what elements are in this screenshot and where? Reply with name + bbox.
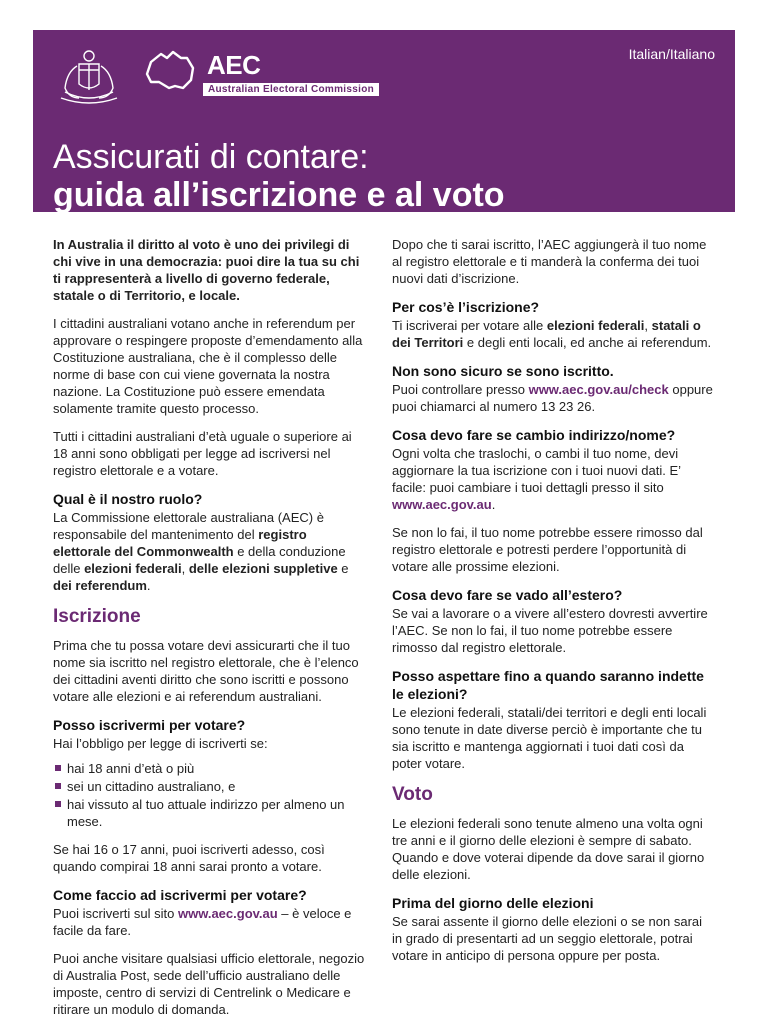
aec-logo-text: AEC xyxy=(207,50,261,80)
list-item: hai vissuto al tuo attuale indirizzo per almeno un mese. xyxy=(53,796,365,830)
heading-change-address: Cosa devo fare se cambio indirizzo/nome? xyxy=(392,427,676,443)
right-column xyxy=(392,236,714,975)
language-label: Italian/Italiano xyxy=(628,46,715,62)
paragraph-confirmation: Dopo che ti sarai iscritto, l’AEC aggiungerà il tuo nome al registro elettorale e ti manderà la conferma dei tuoi nuovi dati d’iscrizione. xyxy=(392,237,707,286)
paragraph-removed: Se non lo fai, il tuo nome potrebbe essere rimosso dal registro elettorale e potresti perdere l’opportunità di votare alle prossime elezioni. xyxy=(392,525,703,574)
paragraph-obligation: Tutti i cittadini australiani d’età uguale o superiore ai 18 anni sono obbligati per legge ad iscriversi nel registro elettorale e a votare. xyxy=(53,429,352,478)
aec-website-link[interactable]: www.aec.gov.au xyxy=(177,906,278,921)
aec-website-link[interactable]: www.aec.gov.au xyxy=(392,497,492,512)
coat-of-arms-icon xyxy=(53,46,125,108)
section-heading-voting: Voto xyxy=(392,784,433,805)
header-banner xyxy=(33,30,735,212)
paragraph-how-to-enrol: Puoi iscriverti sul sito www.aec.gov.au – è veloce e facile da fare. xyxy=(53,906,352,938)
section-heading-enrolment: Iscrizione xyxy=(53,606,141,627)
paragraph-offices: Puoi anche visitare qualsiasi ufficio elettorale, negozio di Australia Post, sede dell’ufficio australiano delle imposte, centro di servizi di Centrelink o Medicare e ritirare un modulo di domanda. xyxy=(53,951,365,1017)
intro-paragraph: In Australia il diritto al voto è uno dei privilegi di chi vive in una democrazia: puoi dire la tua su chi ti rappresenterà a livello di governo federale, statale o di Territorio, e locale. xyxy=(53,237,360,303)
heading-can-i-enrol: Posso iscrivermi per votare? xyxy=(53,717,246,733)
eligibility-list xyxy=(53,760,365,830)
paragraph-overseas: Se vai a lavorare o a vivere all’estero dovresti avvertire l’AEC. Se non lo fai, il tuo nome potrebbe essere rimosso dal registro elettorale. xyxy=(392,606,708,655)
heading-why-enrol: Per cos’è l’iscrizione? xyxy=(392,299,540,315)
paragraph-our-role: La Commissione elettorale australiana (AEC) è responsabile del mantenimento del registro elettorale del Commonwealth e della conduzione delle elezioni federali, delle elezioni suppletive e dei referendum. xyxy=(53,510,349,593)
aec-logo-subtitle: Australian Electoral Commission xyxy=(203,83,379,96)
paragraph-before-election: Se sarai assente il giorno delle elezioni o se non sarai in grado di presentarti ad un seggio elettorale, potrai votare in anticipo di persona oppure per posta. xyxy=(392,914,703,963)
paragraph-age-16: Se hai 16 o 17 anni, puoi iscriverti adesso, così quando compirai 18 anni sarai pronto a votare. xyxy=(53,842,325,874)
list-item: hai 18 anni d’età o più xyxy=(53,760,365,777)
heading-before-election: Prima del giorno delle elezioni xyxy=(392,895,594,911)
heading-not-sure: Non sono sicuro se sono iscritto. xyxy=(392,363,614,379)
paragraph-enrolment: Prima che tu possa votare devi assicurarti che il tuo nome sia iscritto nel registro elettorale, che è l’elenco dei cittadini aventi diritto che sono iscritti e possono votare alle elezioni e ai referendum australiani. xyxy=(53,638,359,704)
paragraph-can-i-enrol: Hai l’obbligo per legge di iscriverti se: xyxy=(53,736,268,751)
australia-map-icon xyxy=(141,48,197,90)
heading-our-role: Qual è il nostro ruolo? xyxy=(53,491,203,507)
page-title-line1: Assicurati di contare: xyxy=(53,138,369,176)
paragraph-referendum: I cittadini australiani votano anche in referendum per approvare o respingere proposte d’emendamento alla Costituzione australiana, che è il complesso delle norme di base con cui viene governata la nostra nazione. La Costituzione può essere emendata solamente tramite questo processo. xyxy=(53,316,363,416)
paragraph-wait: Le elezioni federali, statali/dei territori e degli enti locali sono tenute in date diverse perciò è importante che tu sia iscritto e mantenga aggiornati i tuoi dati così da poter votare. xyxy=(392,705,707,771)
heading-overseas: Cosa devo fare se vado all’estero? xyxy=(392,587,623,603)
paragraph-voting: Le elezioni federali sono tenute almeno una volta ogni tre anni e il giorno delle elezioni è sempre di sabato. Quando e dove voterai dipende da dove sarai il giorno delle elezioni. xyxy=(392,816,705,882)
paragraph-change-address: Ogni volta che traslochi, o cambi il tuo nome, devi aggiornare la tua iscrizione con i tuoi nuovi dati. E’ facile: puoi cambiare i tuoi dettagli presso il sito www.aec.gov.au. xyxy=(392,446,681,512)
page-title-line2: guida all’iscrizione e al voto xyxy=(53,176,505,214)
list-item: sei un cittadino australiano, e xyxy=(53,778,365,795)
paragraph-why-enrol: Ti iscriverai per votare alle elezioni federali, statali o dei Territori e degli enti locali, ed anche ai referendum. xyxy=(392,318,712,350)
heading-wait: Posso aspettare fino a quando saranno indette le elezioni? xyxy=(392,668,704,702)
heading-how-to-enrol: Come faccio ad iscrivermi per votare? xyxy=(53,887,307,903)
paragraph-not-sure: Puoi controllare presso www.aec.gov.au/check oppure puoi chiamarci al numero 13 23 26. xyxy=(392,382,713,414)
aec-check-link[interactable]: www.aec.gov.au/check xyxy=(528,382,669,397)
left-column xyxy=(53,236,365,1029)
